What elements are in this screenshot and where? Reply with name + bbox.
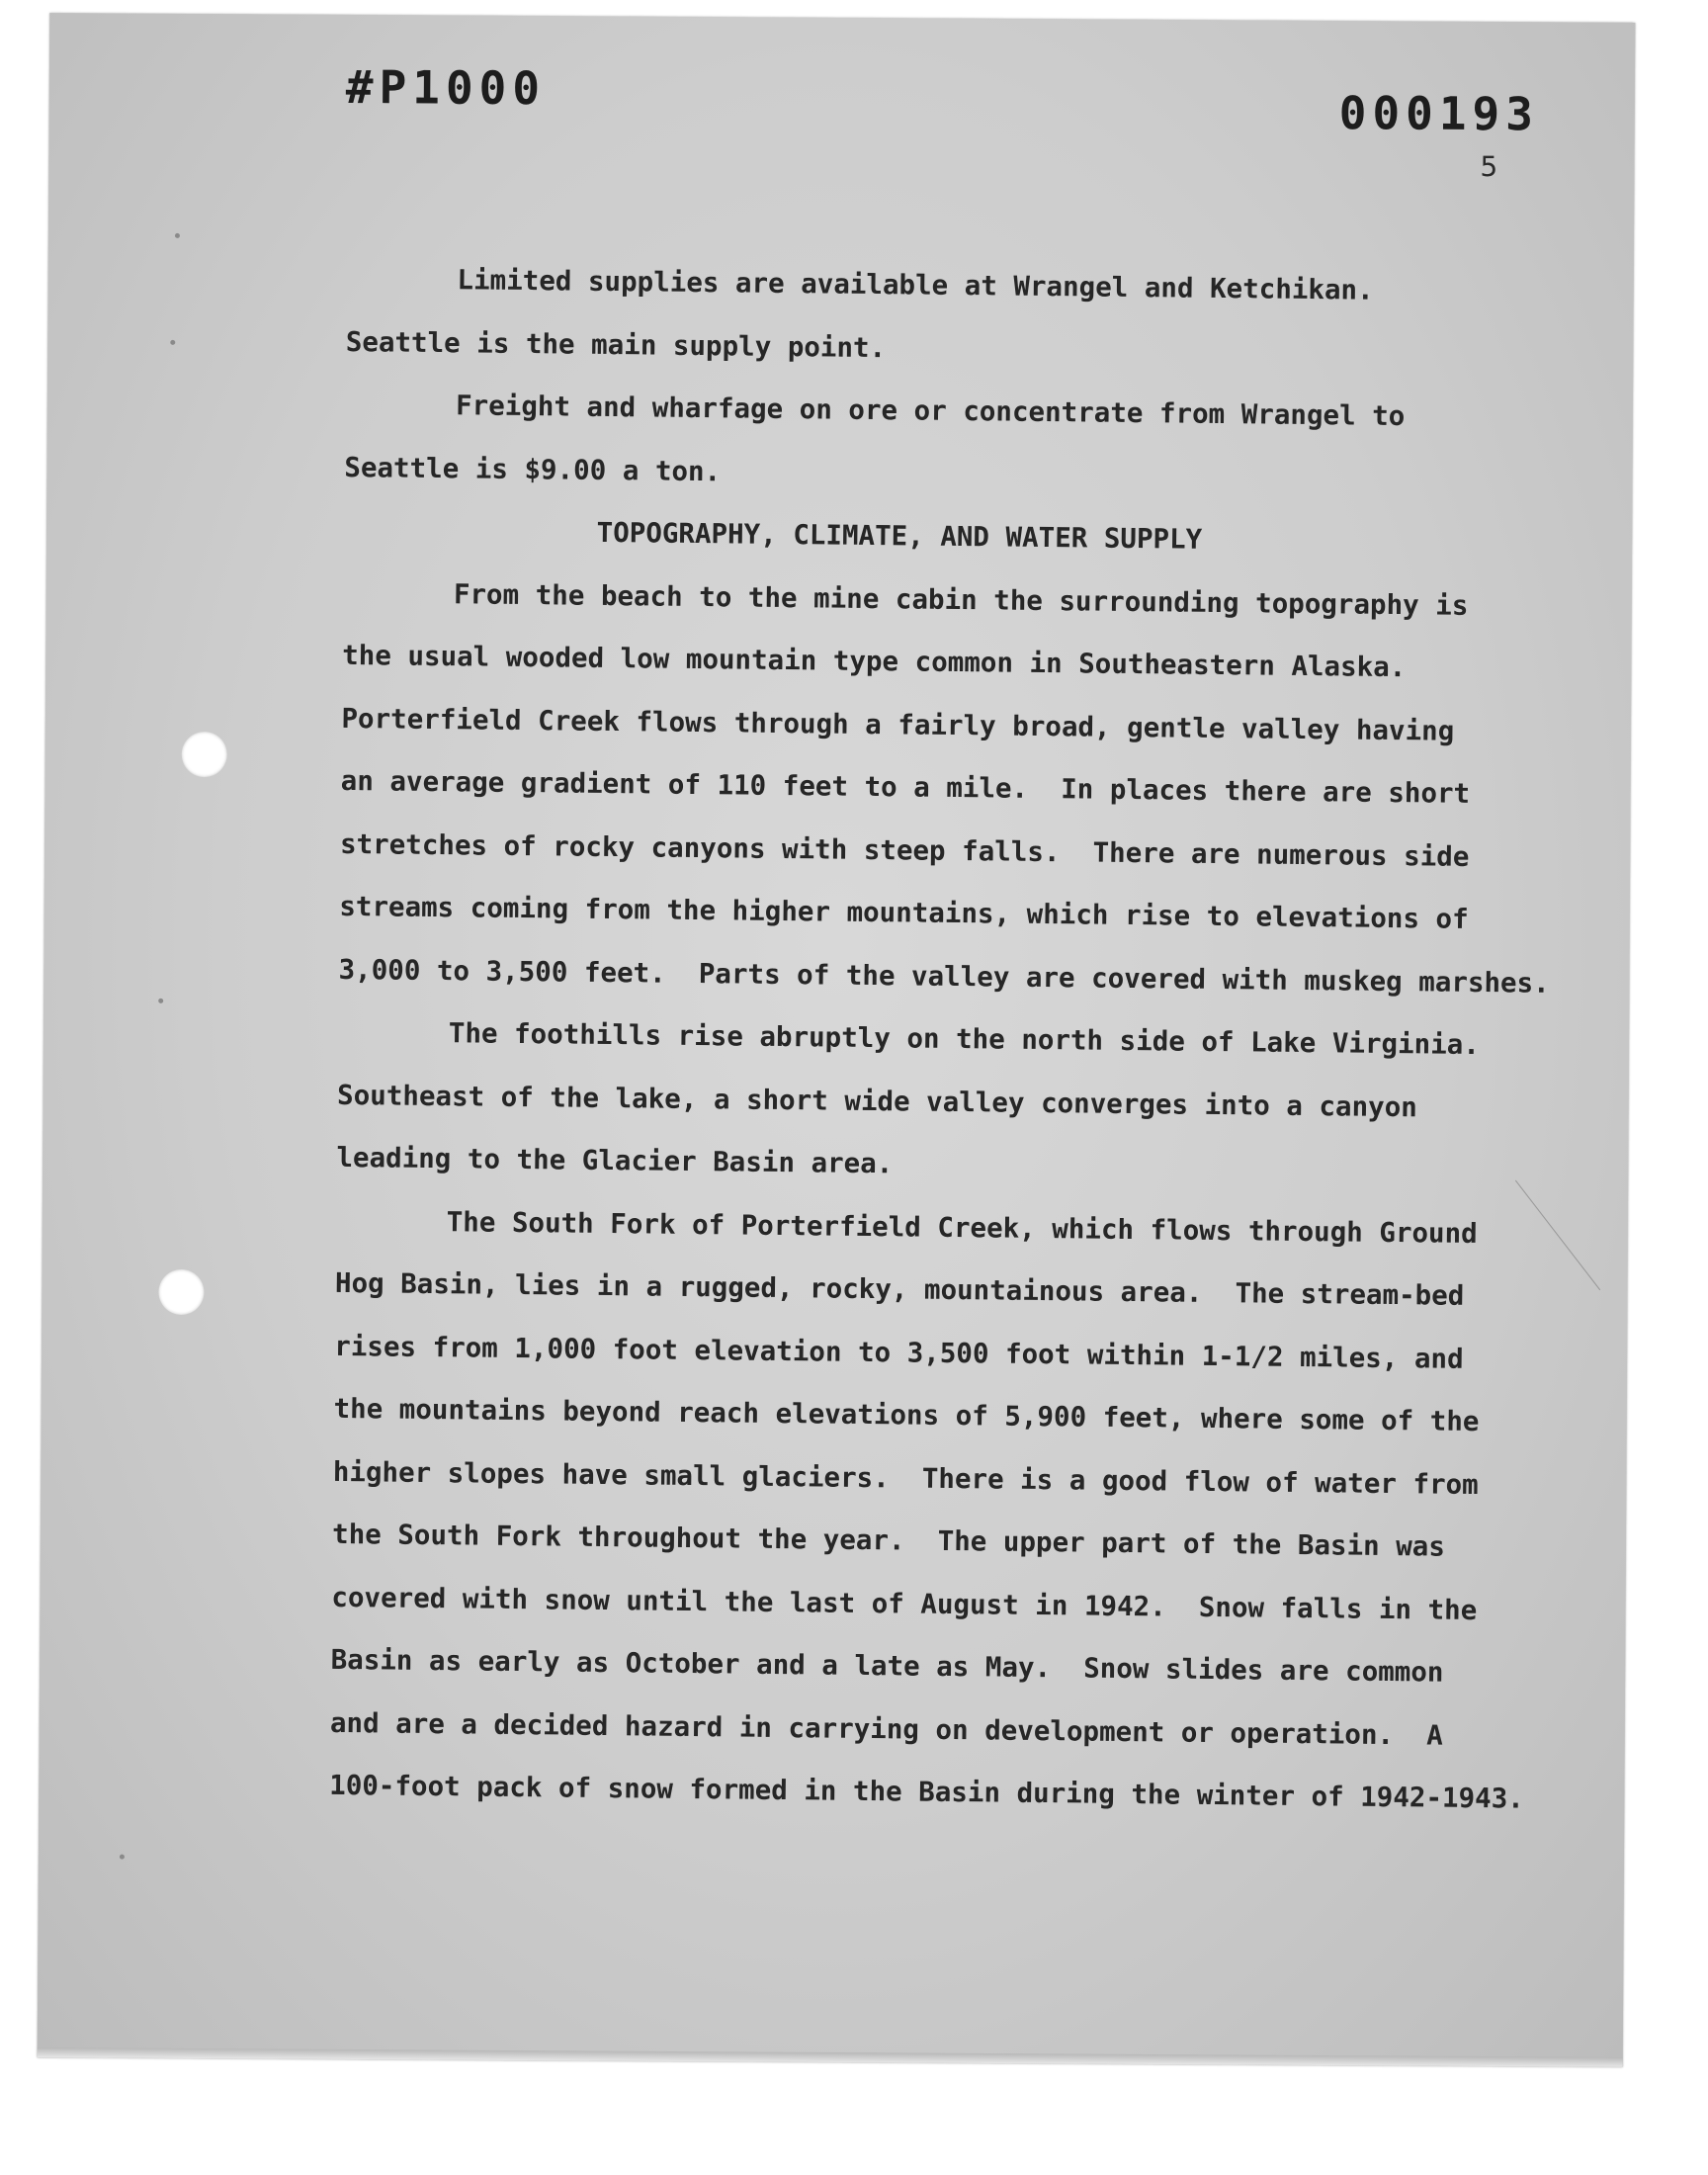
page-bottom-edge [38,2047,1623,2067]
text-line: Basin as early as October and a late as May. Snow slides are common [330,1643,1444,1689]
text-line: Limited supplies are available at Wrangel and Ketchikan. [457,264,1374,306]
paper-speck [175,233,180,238]
text-line: the usual wooded low mountain type common in Southeastern Alaska. [342,639,1407,684]
text-line: Seattle is the main supply point. [345,325,887,364]
page-number: 5 [1480,149,1498,184]
paper-speck [120,1855,125,1860]
text-line: streams coming from the higher mountains, which rise to elevations of [339,890,1469,935]
document-page [38,13,1636,2067]
text-line: higher slopes have small glaciers. There is a good flow of water from [332,1455,1479,1501]
text-line: Seattle is $9.00 a ton. [344,451,722,487]
text-line: leading to the Glacier Basin area. [336,1141,894,1180]
text-line: From the beach to the mine cabin the surrounding topography is [453,577,1469,622]
text-line: 100-foot pack of snow formed in the Basin during the winter of 1942-1943. [329,1769,1524,1815]
typed-text-body [329,248,1592,1832]
paper-speck [170,340,175,345]
text-line: The South Fork of Porterfield Creek, which flows through Ground [446,1205,1478,1250]
text-line: Hog Basin, lies in a rugged, rocky, mountainous area. The stream-bed [334,1266,1465,1312]
text-line: The foothills rise abruptly on the north side of Lake Virginia. [448,1017,1481,1062]
text-line: covered with snow until the last of August in 1942. Snow falls in the [331,1581,1478,1626]
text-line: rises from 1,000 foot elevation to 3,500 foot within 1-1/2 miles, and [334,1330,1464,1375]
paper-speck [158,999,163,1003]
serial-number-stamp: 000193 [1338,86,1540,141]
text-line: Freight and wharfage on ore or concentrate from Wrangel to [455,390,1406,433]
text-line: 3,000 to 3,500 feet. Parts of the valley are covered with muskeg marshes. [338,953,1550,1000]
text-line: Southeast of the lake, a short wide valley converges into a canyon [336,1079,1418,1123]
text-line: the mountains beyond reach elevations of 5,900 feet, where some of the [333,1392,1480,1438]
text-line: an average gradient of 110 feet to a mile. In places there are short [340,764,1471,810]
text-line: and are a decided hazard in carrying on development or operation. A [329,1706,1443,1752]
section-heading: TOPOGRAPHY, CLIMATE, AND WATER SUPPLY [596,516,1203,556]
text-line: Porterfield Creek flows through a fairly broad, gentle valley having [341,702,1455,747]
file-mark-stamp: #P1000 [345,59,547,116]
text-line: stretches of rocky canyons with steep falls. There are numerous side [339,827,1470,873]
text-line: the South Fork throughout the year. The upper part of the Basin was [331,1518,1446,1563]
punch-hole [182,732,227,777]
punch-hole [158,1269,204,1315]
